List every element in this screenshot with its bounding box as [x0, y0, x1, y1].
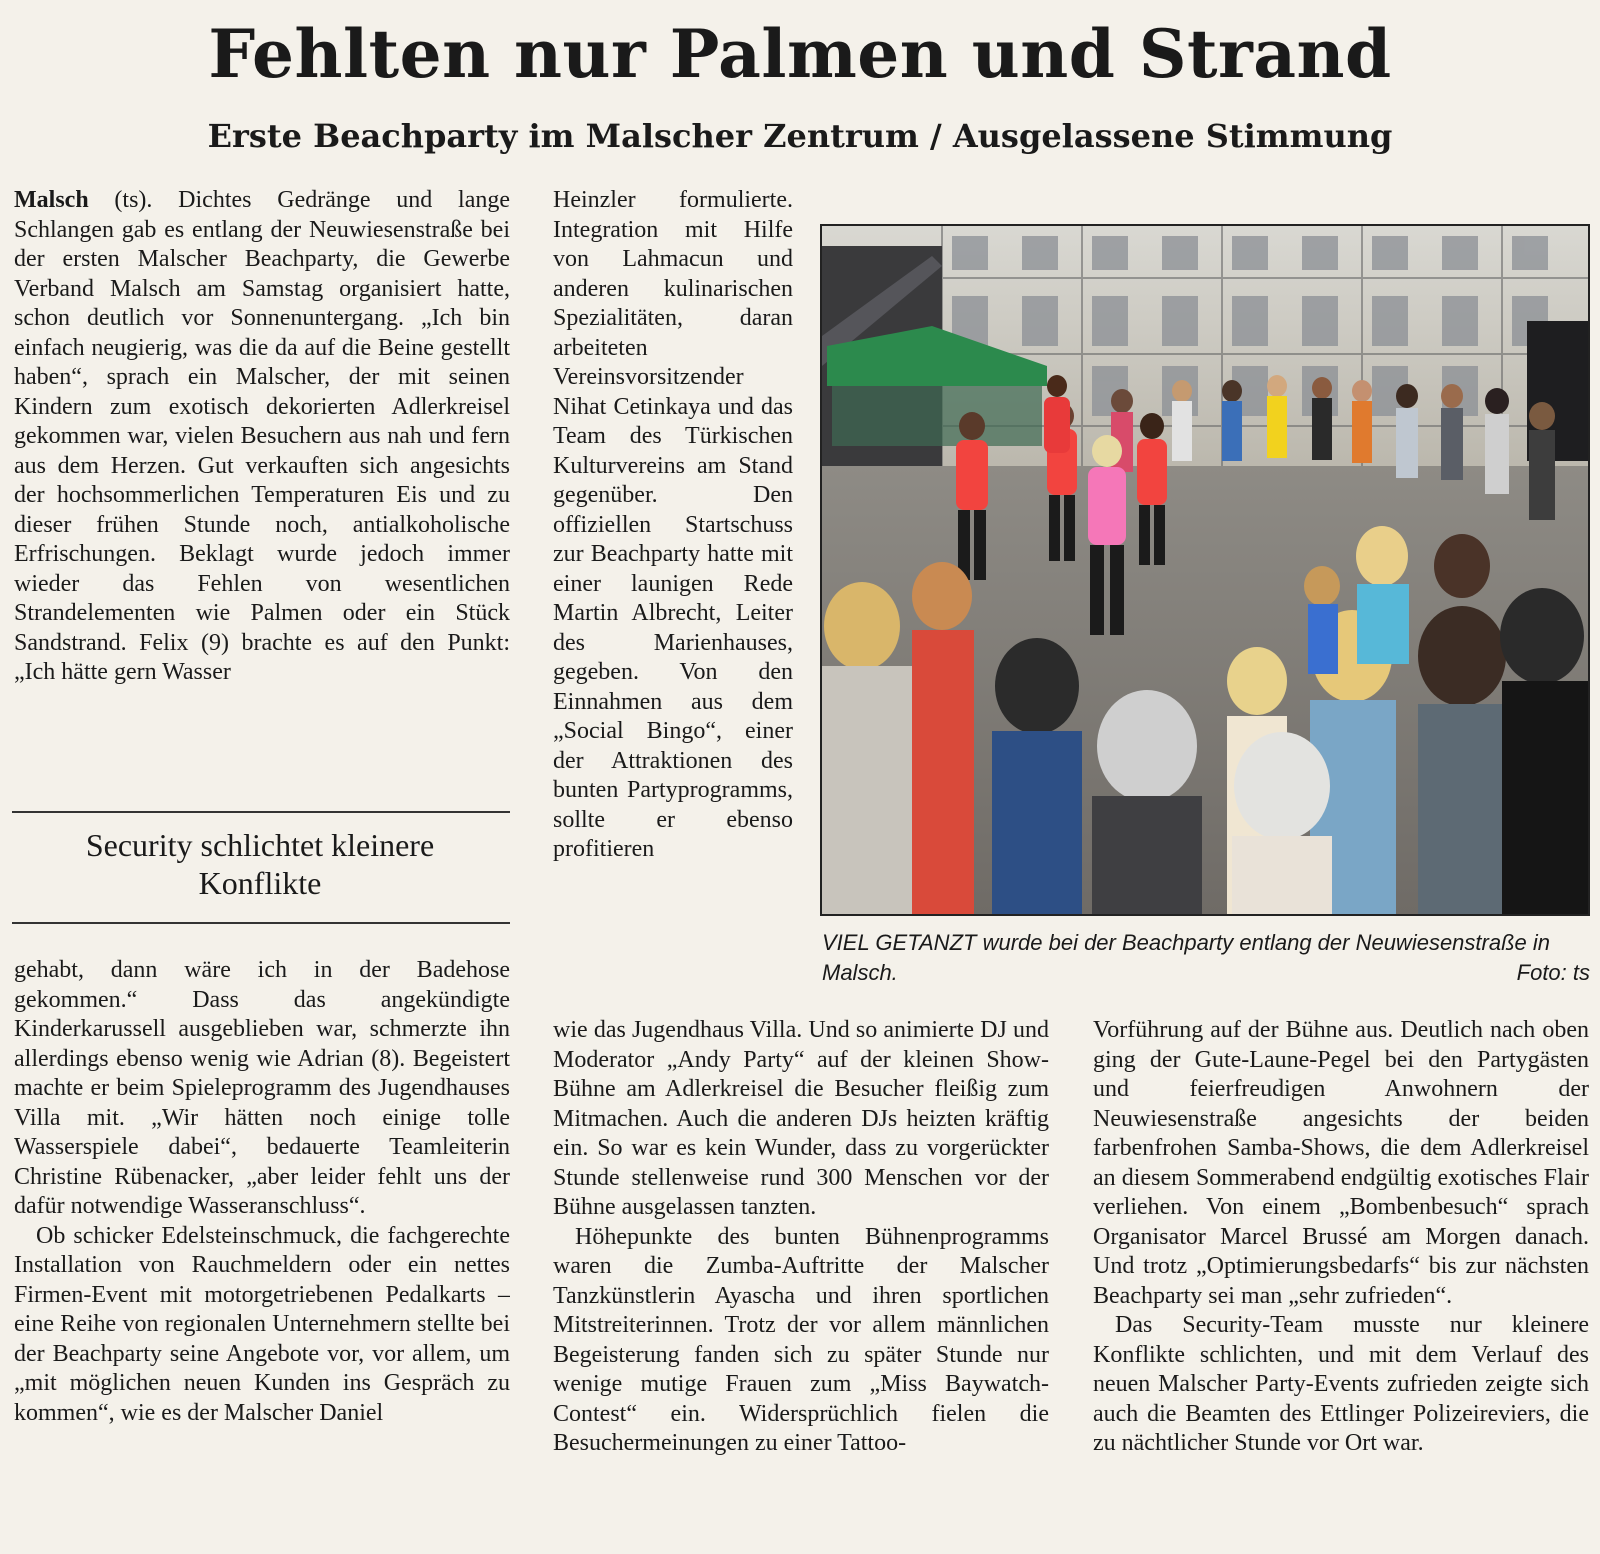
dateline: Malsch — [14, 187, 89, 213]
column-1-top — [14, 186, 510, 786]
beach-party-dancers-image — [822, 226, 1588, 914]
photo-caption — [822, 928, 1590, 988]
paragraph: wie das Jugendhaus Villa. Und so animierte DJ und Moderator „Andy Party“ auf der kleinen Show-Bühne am Adlerkreisel die Besucher fleißig zum Mitmachen. Auch die anderen DJs heizten kräftig ein. So war es kein Wunder, dass zu vorgerückter Stunde stellenweise rund 300 Menschen vor der Bühne ausgelassen tanzten. — [553, 1017, 1049, 1220]
subheadline: Erste Beachparty im Malscher Zentrum / Ausgelassene Stimmung — [207, 117, 1393, 155]
paragraph: Höhepunkte des bunten Bühnenprogramms waren die Zumba-Auftritte der Malscher Tanzkünstlerin Ayascha und ihren sportlichen Mitstreiterinnen. Trotz der vor allem männlichen Begeisterung fanden sich zu später Stunde nur wenige mutige Frauen zum „Miss Baywatch-Contest“ ein. Widersprüchlich fielen die Besuchermeinungen zu einer Tattoo- — [553, 1223, 1049, 1456]
paragraph: Vorführung auf der Bühne aus. Deutlich nach oben ging der Gute-Laune-Pegel bei den Partygästen und feierfreudigen Anwohnern der Neuwiesenstraße angesichts der beiden farbenfrohen Samba-Shows, die dem Adlerkreisel an diesem Sommerabend endgültig exotisches Flair verliehen. Von einem „Bombenbesuch“ sprach Organisator Marcel Brussé am Morgen danach. Und trotz „Optimierungsbedarfs“ bis zur nächsten Beachparty sei man „sehr zufrieden“. — [1093, 1017, 1589, 1309]
paragraph: gehabt, dann wäre ich in der Badehose gekommen.“ Dass das angekündigte Kinderkarussell ausgeblieben war, schmerzte ihn allerdings ebenso wenig wie Adrian (8). Begeistert machte er beim Spieleprogramm des Jugendhauses Villa mit. „Wir hätten noch einige tolle Wasserspiele dabei“, bedauerte Teamleiterin Christine Rübenacker, „aber leider fehlt uns der dafür notwendige Wasseranschluss“. — [14, 957, 510, 1219]
box-rule-bottom — [12, 922, 510, 924]
box-rule-top — [12, 811, 510, 813]
photo-credit: Foto: ts — [1516, 960, 1590, 985]
column-2-bottom — [553, 1016, 1049, 1552]
caption-lead: VIEL GETANZT — [822, 930, 977, 955]
intro-text: (ts). Dichtes Gedränge und lange Schlangen gab es entlang der Neuwiesenstraße bei der ersten Malscher Beachparty, die Gewerbe Verband Malsch am Samstag organisiert hatte, schon deutlich vor Sonnenuntergang. „Ich bin einfach neugierig, was die da auf die Beine gestellt haben“, sprach ein Malscher, der mit seinen Kindern zum exotisch dekorierten Adlerkreisel gekommen war, vielen Besuchern aus nah und fern aus dem Herzen. Gut verkauften sich angesichts der hochsommerlichen Temperaturen Eis und zu dieser frühen Stunde noch, antialkoholische Erfrischungen. Beklagt wurde jedoch immer wieder das Fehlen von wesentlichen Strandelementen wie Palmen oder ein Stück Sandstrand. Felix (9) brachte es auf den Punkt: „Ich hätte gern Wasser — [14, 187, 510, 685]
paragraph: Ob schicker Edelsteinschmuck, die fachgerechte Installation von Rauchmeldern oder ein nettes Firmen-Event mit motorgetriebenen Pedalkarts – eine Reihe von regionalen Unternehmern stellte bei der Beachparty seine Angebote vor, vor allem, um „mit möglichen neuen Kunden ins Gespräch zu kommen“, wie es der Malscher Daniel — [14, 1222, 510, 1426]
news-photo — [820, 224, 1590, 916]
caption-text: wurde bei der Beachparty entlang der Neuwiesenstraße in Malsch. — [822, 930, 1550, 985]
column-1-bottom — [14, 956, 510, 1552]
headline: Fehlten nur Palmen und Strand — [208, 15, 1392, 93]
column-3-bottom — [1093, 1016, 1589, 1552]
column-2-narrow — [553, 186, 793, 1016]
paragraph: Heinzler formulierte. Integration mit Hilfe von Lahmacun und anderen kulinarischen Spezialitäten, daran arbeiteten Vereinsvorsitzender Nihat Cetinkaya und das Team des Türkischen Kulturvereins am Stand gegenüber. Den offiziellen Startschuss zur Beachparty hatte mit einer launigen Rede Martin Albrecht, Leiter des Marienhauses, gegeben. Von den Einnahmen aus dem „Social Bingo“, einer der Attraktionen des bunten Partyprogramms, sollte er ebenso profitieren — [553, 187, 793, 862]
paragraph: Das Security-Team musste nur kleinere Konflikte schlichten, und mit dem Verlauf des neuen Malscher Party-Events zufrieden zeigte sich auch die Beamten des Ettlinger Polizeireviers, die zu nächtlicher Stunde vor Ort war. — [1093, 1312, 1589, 1456]
box-heading: Security schlichtet kleinere Konflikte — [85, 827, 435, 901]
